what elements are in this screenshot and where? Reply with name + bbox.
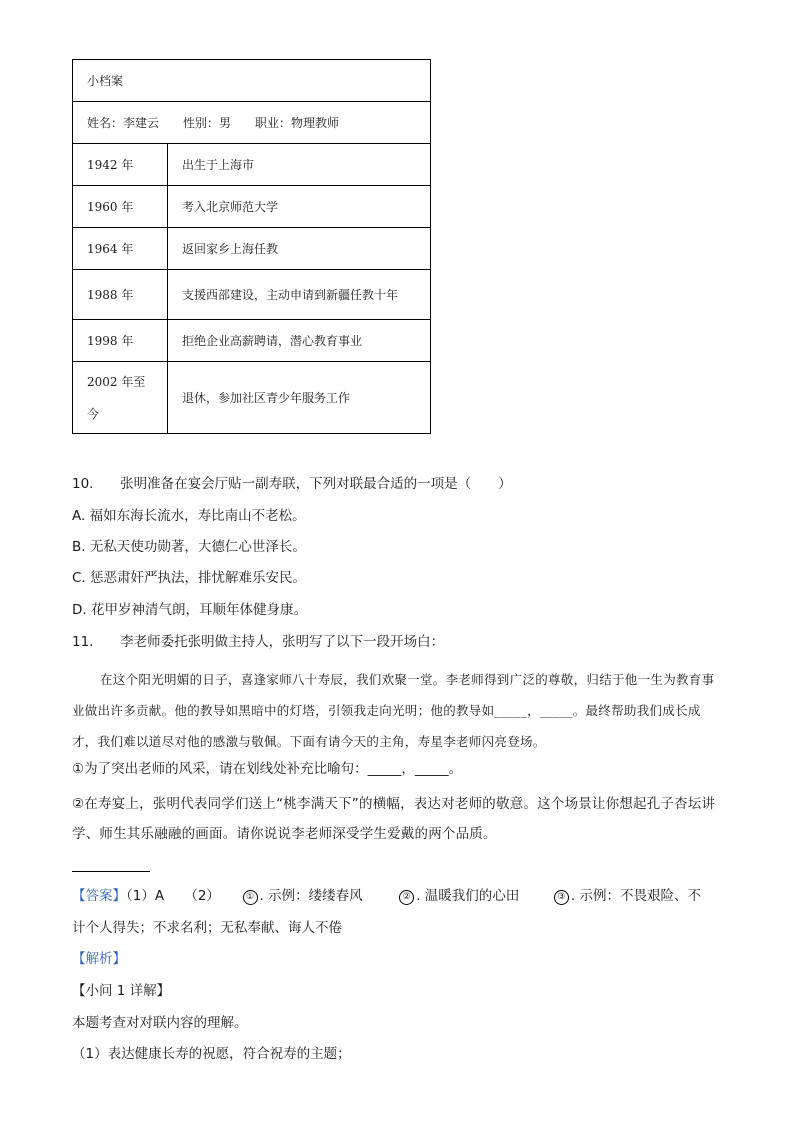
opening-speech: 在这个阳光明媚的日子，喜逢家师八十寿辰，我们欢聚一堂。李老师得到广泛的尊敬，归结于他一生为教育事业做出许多贡献。他的教导如黑暗中的灯塔，引领我走向光明；他的教导如_____，_____。最终帮助我们成长成才，我们难以道尽对他的感激与敬佩。下面有请今天的主角，寿星李老师闪亮登场。 [72,672,715,749]
analysis-paragraph: 本题考查对对联内容的理解。 [72,1015,248,1031]
analysis-tag: 【解析】 [72,951,126,967]
option-a: A. 福如东海长流水，寿比南山不老松。 [72,508,306,524]
answer-text: 示例：缕缕春风 [268,888,363,904]
question-stem: 张明准备在宴会厅贴一副寿联，下列对联最合适的一项是（ ） [120,476,512,492]
circled-number: ② [399,890,414,905]
sub-question-1: ①为了突出老师的风采，请在划线处补充比喻句：_____，_____。 [72,761,463,777]
profile-event: 拒绝企业高薪聘请，潜心教育事业 [168,320,431,362]
profile-event: 返回家乡上海任教 [168,228,431,270]
profile-table [72,59,431,434]
profile-event: 考入北京师范大学 [168,186,431,228]
option-c: C. 惩恶肃奸严执法，排忧解难乐安民。 [72,570,307,586]
option-b: B. 无私天使功勋著，大德仁心世泽长。 [72,539,306,555]
answer-tag: 【答案】 [72,888,126,904]
answer-text: 示例：不畏艰险、不 [579,888,701,904]
analysis-subheading: 【小问 1 详解】 [72,983,171,999]
answer-part1: （1）A （2） [126,888,220,904]
profile-info: 姓名：李建云 性别：男 职业：物理教师 [73,102,431,144]
profile-year: 1960 年 [73,186,168,228]
profile-event: 出生于上海市 [168,144,431,186]
profile-year: 2002 年至今 [73,362,168,434]
option-d: D. 花甲岁神清气朗，耳顺年体健身康。 [72,602,307,618]
question-10 [72,475,512,493]
profile-event: 退休，参加社区青少年服务工作 [168,362,431,434]
circled-number: ③ [554,890,569,905]
circled-number: ① [243,890,258,905]
question-number: 10. [72,476,94,492]
question-number: 11. [72,634,94,650]
question-stem: 李老师委托张明做主持人，张明写了以下一段开场白： [120,634,445,650]
profile-year: 1964 年 [73,228,168,270]
analysis-paragraph: （1）表达健康长寿的祝愿，符合祝寿的主题； [72,1046,351,1062]
profile-year: 1942 年 [73,144,168,186]
question-11 [72,633,444,651]
profile-year: 1988 年 [73,270,168,320]
profile-title: 小档案 [73,60,431,102]
sub-question-2: ②在寿宴上，张明代表同学们送上“桃李满天下”的横幅，表达对老师的敬意。这个场景让你想起孔子杏坛讲学、师生其乐融融的画面。请你说说李老师深受学生爱戴的两个品质。 [72,796,716,842]
answer-line-2: 计个人得失；不求名利；无私奉献、诲人不倦 [72,920,342,936]
divider [72,871,150,872]
answer-text: 温暖我们的心田 [424,888,520,904]
profile-year: 1998 年 [73,320,168,362]
profile-event: 支援西部建设，主动申请到新疆任教十年 [168,270,431,320]
answer-line-1: 【答案】（1）A （2） ① . 示例：缕缕春风 ② . 温暖我们的心田 ③ . 示例：不畏艰险、不 [72,888,701,904]
